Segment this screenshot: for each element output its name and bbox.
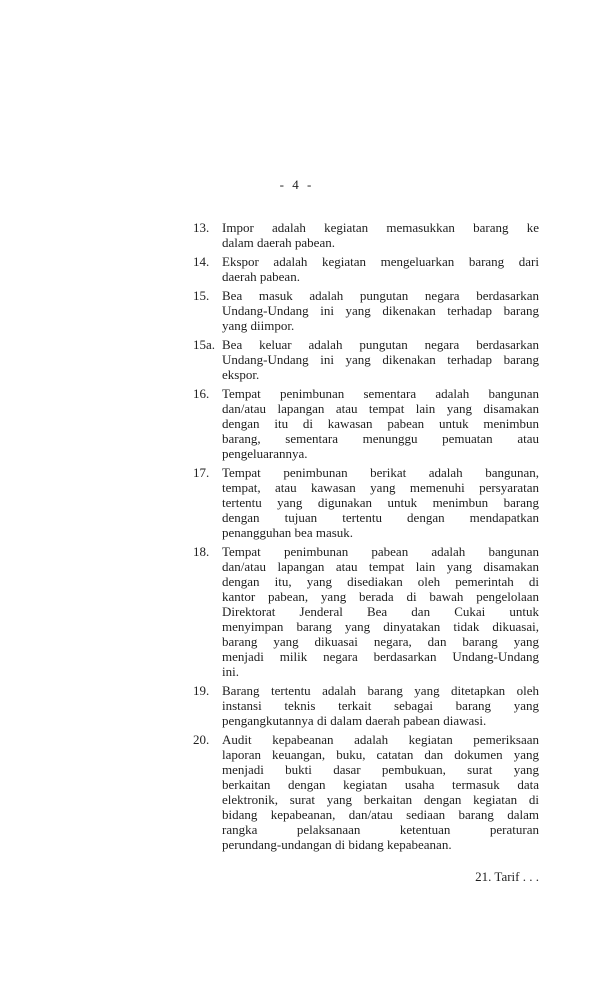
text-line: barang yang dikuasai negara, dan barang yang: [222, 634, 539, 649]
item-number: 15.: [193, 288, 210, 303]
text-line: berkaitan dengan kegiatan usaha termasuk data: [222, 777, 539, 792]
item-text: [222, 732, 539, 852]
text-line: ini.: [222, 664, 239, 679]
text-line: Undang-Undang ini yang dikenakan terhadap barang: [222, 303, 539, 318]
catchword: 21. Tarif . . .: [475, 869, 539, 884]
text-line: dan/atau lapangan atau tempat lain yang disamakan: [222, 559, 539, 574]
definition-list: [193, 220, 539, 852]
list-item: [193, 254, 539, 284]
text-line: Undang-Undang ini yang dikenakan terhadap barang: [222, 352, 539, 367]
list-item: [193, 337, 539, 382]
text-line: ekspor.: [222, 367, 260, 382]
text-line: Tempat penimbunan berikat adalah bangunan,: [222, 465, 539, 480]
item-number: 14.: [193, 254, 210, 269]
item-number: 16.: [193, 386, 210, 401]
item-number: 15a.: [193, 337, 216, 352]
item-text: [222, 386, 539, 461]
text-line: Ekspor adalah kegiatan mengeluarkan barang dari: [222, 254, 539, 269]
text-line: menjadi bukti dasar pembukuan, surat yang: [222, 762, 539, 777]
text-line: Barang tertentu adalah barang yang ditetapkan oleh: [222, 683, 539, 698]
item-text: [222, 254, 539, 284]
item-text: [222, 220, 539, 250]
item-number: 13.: [193, 220, 210, 235]
text-line: pengangkutannya di dalam daerah pabean diawasi.: [222, 713, 487, 728]
text-line: yang diimpor.: [222, 318, 295, 333]
list-item: [193, 220, 539, 250]
text-line: Direktorat Jenderal Bea dan Cukai untuk: [222, 604, 539, 619]
item-number: 19.: [193, 683, 210, 698]
item-number: 20.: [193, 732, 210, 747]
page-number-header: - 4 -: [279, 177, 313, 192]
text-line: dengan tujuan tertentu dengan mendapatkan: [222, 510, 539, 525]
text-line: barang, sementara menunggu pemuatan atau: [222, 431, 539, 446]
list-item: [193, 386, 539, 461]
text-line: pengeluarannya.: [222, 446, 308, 461]
text-line: dengan itu di kawasan pabean untuk menimbun: [222, 416, 539, 431]
item-number: 18.: [193, 544, 210, 559]
text-line: rangka pelaksanaan ketentuan peraturan: [222, 822, 539, 837]
text-line: menyimpan barang yang dinyatakan tidak dikuasai,: [222, 619, 539, 634]
text-line: laporan keuangan, buku, catatan dan dokumen yang: [222, 747, 539, 762]
text-line: daerah pabean.: [222, 269, 300, 284]
text-line: penangguhan bea masuk.: [222, 525, 354, 540]
text-line: kantor pabean, yang berada di bawah pengelolaan: [222, 589, 539, 604]
list-item: [193, 683, 539, 728]
item-text: [222, 465, 539, 540]
item-number: 17.: [193, 465, 210, 480]
text-line: tertentu yang digunakan untuk menimbun barang: [222, 495, 539, 510]
text-line: instansi teknis terkait sebagai barang yang: [222, 698, 539, 713]
text-line: tempat, atau kawasan yang memenuhi persyaratan: [222, 480, 539, 495]
item-text: [222, 288, 539, 333]
list-item: [193, 465, 539, 540]
text-line: perundang-undangan di bidang kepabeanan.: [222, 837, 452, 852]
text-line: menjadi milik negara berdasarkan Undang-Undang: [222, 649, 539, 664]
text-line: Tempat penimbunan pabean adalah bangunan: [222, 544, 539, 559]
item-text: [222, 683, 539, 728]
text-line: Tempat penimbunan sementara adalah bangunan: [222, 386, 539, 401]
text-line: Bea keluar adalah pungutan negara berdasarkan: [222, 337, 539, 352]
list-item: [193, 288, 539, 333]
text-line: Impor adalah kegiatan memasukkan barang ke: [222, 220, 539, 235]
text-line: dan/atau lapangan atau tempat lain yang disamakan: [222, 401, 539, 416]
item-text: [222, 337, 539, 382]
list-item: [193, 544, 539, 679]
text-line: bidang kepabeanan, dan/atau sediaan barang dalam: [222, 807, 539, 822]
text-line: dalam daerah pabean.: [222, 235, 335, 250]
text-line: elektronik, surat yang berkaitan dengan kegiatan di: [222, 792, 539, 807]
text-line: Bea masuk adalah pungutan negara berdasarkan: [222, 288, 539, 303]
list-item: [193, 732, 539, 852]
text-line: Audit kepabeanan adalah kegiatan pemeriksaan: [222, 732, 539, 747]
text-line: dengan itu, yang disediakan oleh pemerintah di: [222, 574, 539, 589]
item-text: [222, 544, 539, 679]
